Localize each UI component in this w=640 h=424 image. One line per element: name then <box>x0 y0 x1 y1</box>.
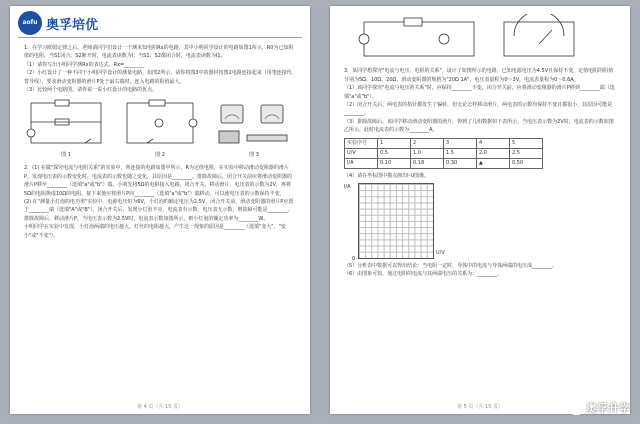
paragraph: （1）请你写出小明同学测Rx的表达式。Rx=________ <box>24 61 145 68</box>
table-cell: 4 <box>477 138 510 148</box>
table-cell: I/A <box>345 158 378 168</box>
graph-origin-label: 0 <box>352 255 356 262</box>
data-table <box>344 138 543 169</box>
table-cell: 实验序号 <box>345 138 378 148</box>
table-cell: 2 <box>411 138 444 148</box>
figure-3 <box>212 97 296 161</box>
paragraph: （4）请在坐标图中描点画出I-U图像。 <box>344 172 430 179</box>
table-row <box>345 158 543 168</box>
table-cell: 5 <box>510 138 543 148</box>
table-cell: 1.0 <box>411 148 444 158</box>
table-cell: 2.0 <box>477 148 510 158</box>
table-cell: ▲ <box>477 158 510 168</box>
coordinate-grid <box>358 183 434 259</box>
table-cell: 2.5 <box>510 148 543 158</box>
wechat-icon <box>570 404 583 415</box>
circuit-diagram-1 <box>25 97 107 151</box>
table-cell: 3 <box>444 138 477 148</box>
figure-1 <box>24 97 108 161</box>
paragraph: 小明同学在实验中发现，小灯泡两端的电压越大，灯丝的电阻越大，产生这一现象的原因是________（选填"变大"、"变小"或"不变"）。 <box>24 224 286 239</box>
table-cell: 0.10 <box>378 158 411 168</box>
brand-logo: aofu <box>18 11 42 35</box>
paragraph: 2．(1) 在做"探究电流与电阻关系"的实验中，所连接的电路如图甲所示，R为定值电阻，在实验中移动滑动变阻器的滑片P，发现电压表的示数变化时，电流表的示数也随之变化，其原因是________。排除故障后，闭合开关前应将滑动变阻器的滑片P移至________（选填"a"或"b"）端。小明先将5Ω的电阻接入电路，闭合开关，移动滑片，电压表的示数为2V，再将5Ω的电阻换成10Ω的电阻，接下来他应将滑片P向________（选填"a"或"b"）端移动，可以使电压表的示数保持不变。 <box>24 165 293 197</box>
graph-x-label: U/V <box>436 249 445 256</box>
figure-caption: 图 1 <box>61 152 71 159</box>
page-body <box>344 14 616 279</box>
graph-area <box>344 183 616 262</box>
page-footer: 第 4 页（共 15 页） <box>137 404 183 410</box>
paragraph: （2）闭合开关后，两电表的指针都发生了偏转，但无论怎样移动滑片，两电表的示数均保持不变且都很小，其原因可能是________。 <box>344 102 613 117</box>
page-header <box>18 11 302 38</box>
figure-2 <box>118 97 202 161</box>
circuit-diagram-2 <box>119 97 201 151</box>
table-row <box>345 138 543 148</box>
graph-y-label: I/A <box>344 184 351 191</box>
paragraph: （1）该同学探究"电流与电压的关系"时，应保持________不变，闭合开关前，应将滑动变阻器的滑片P移到________端（选填"a"或"b"）。 <box>344 85 615 100</box>
experiment-circuit-figure <box>344 14 614 64</box>
brand-name: 奥孚培优 <box>46 18 99 33</box>
watermark-text: 奥孚升学 <box>586 402 630 415</box>
table-cell: 0.50 <box>510 158 543 168</box>
document-page-right <box>330 6 630 414</box>
paragraph: （5）分析表中数据可以得出结论：当电阻一定时，导体中的电流与导体两端的电压成________。 <box>344 263 558 270</box>
page-body <box>24 44 296 240</box>
table-row <box>345 148 543 158</box>
paragraph: 3．某同学想探究"电流与电压、电阻的关系"，设计了如图所示的电路，已知电源电压为4.5V且保持不变，定值电阻的阻值分别为5Ω、10Ω、20Ω，滑动变阻器的规格为"20Ω 1A"，电压表量程为0～3V，电流表量程为0～0.6A。 <box>344 68 614 83</box>
table-cell: U/V <box>345 148 378 158</box>
table-cell: 1 <box>378 138 411 148</box>
table-cell: 0.18 <box>411 158 444 168</box>
table-cell: 1.5 <box>444 148 477 158</box>
table-cell: 0.5 <box>378 148 411 158</box>
paragraph: （2）小红设计了一种不同于小明同学设计的测量电路，如图2所示，请你将图3中的器材按图2电路连接起来（用笔连接代替导线），要求滑动变阻器的滑片P处于最右端时，连入电路的阻值最大。 <box>24 70 292 85</box>
paragraph: 1．在学习欧姆定律之后，老师请同学们设计一个测未知电阻Rx的电路，其中小明同学设计的电路如图1所示，R0为已知阻值的电阻，当S1闭合、S2断开时，电流表读数为I；当S1、S2都闭合时，电流表读数为I1。 <box>24 45 294 60</box>
watermark <box>570 400 630 416</box>
paragraph: （6）由图象可知，通过电阻的电流与其两端电压的关系为：________。 <box>344 271 503 278</box>
paragraph: （3）排除故障后，该同学移动滑动变阻器的滑片，得到了几组数据如下表所示，当电压表示数为2V时，电流表的示数如图乙所示，此时电流表的示数为________A。 <box>344 118 614 134</box>
figure-caption: 图 3 <box>249 152 259 159</box>
paragraph: （3）比较两个电路图，请你说一说小红设计的电路的优点。 <box>24 87 158 94</box>
paragraph: (2) 在"测量小灯泡的电功率"实验中，电源电压恒为6V，小灯泡的额定电压为2.5V，闭合开关前，滑动变阻器的滑片P应置于________端（选填"A"或"B"）。闭合开关后，发现小灯泡不亮，电流表有示数，电压表无示数，则故障可能是________。排除故障后，移动滑片P，当电压表示数为2.5V时，电流表示数如图所示，则小灯泡的额定功率为________W。 <box>24 199 294 222</box>
figure-caption: 图 2 <box>155 152 165 159</box>
figure-row <box>24 97 296 161</box>
page-footer: 第 5 页（共 15 页） <box>457 404 503 410</box>
table-cell: 0.30 <box>444 158 477 168</box>
apparatus-drawing <box>213 97 295 151</box>
document-page-left <box>10 6 310 414</box>
